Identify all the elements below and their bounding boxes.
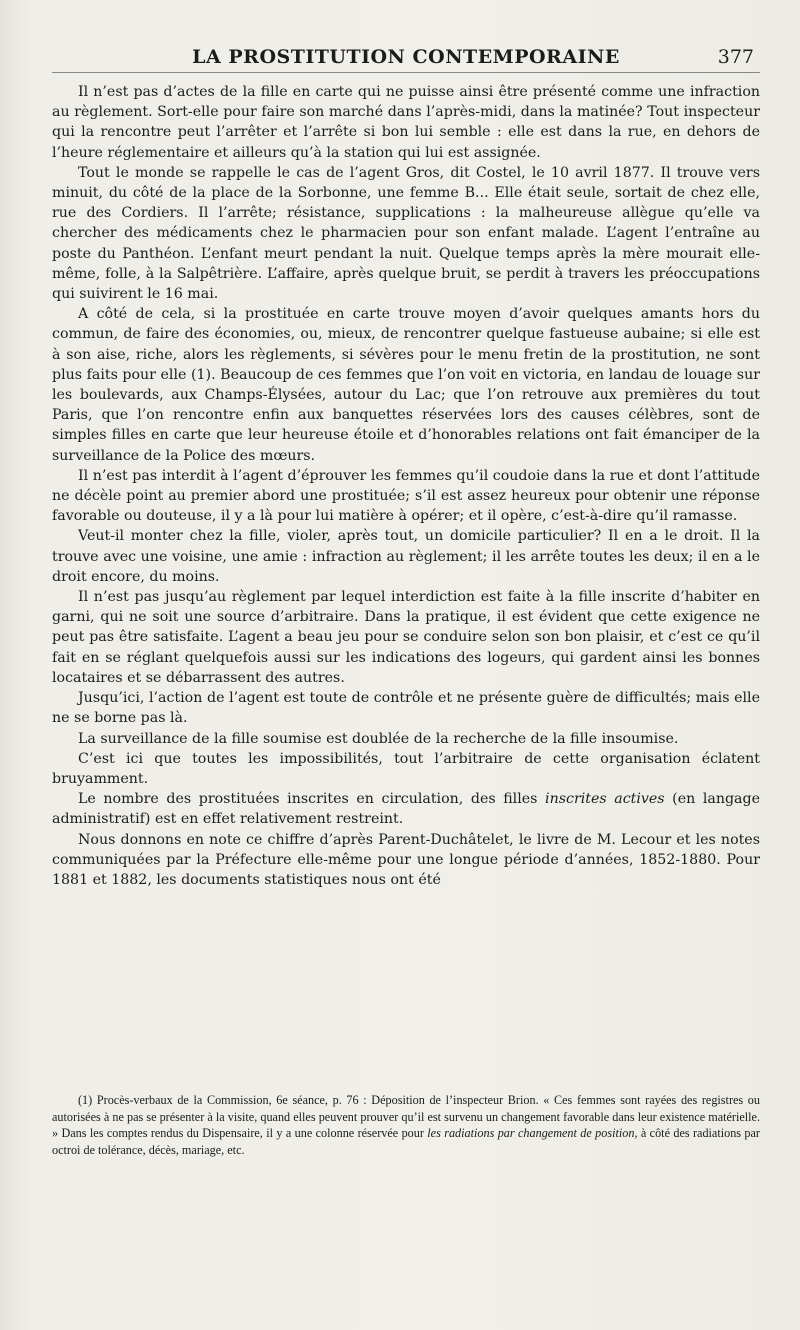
paragraph-text: (en langage administratif) est en effet relativement restreint. (52, 791, 760, 828)
footnote-text: à côté des radiations par octroi de tolérance, décès, mariage, etc. (52, 1126, 760, 1157)
page-number: 377 (717, 46, 754, 68)
running-header (52, 46, 760, 73)
running-title: LA PROSTITUTION CONTEMPORAINE (192, 46, 620, 68)
footnote-text: (1) Procès-verbaux de la Commission, 6e séance, p. 76 : Déposition de l’inspecteur Brion. « Ces femmes sont rayées des registres ou autorisées à ne pas se présenter à la visite, quand elles peuvent prouver qu’il est survenu un changement favorable dans leur existence matérielle. » Dans les comptes rendus du Dispensaire, il y a une colonne réservée pour (52, 1093, 760, 1141)
body-text (52, 82, 760, 890)
paragraph: A côté de cela, si la prostituée en carte trouve moyen d’avoir quelques amants hors du commun, de faire des économies, ou, mieux, de rencontrer quelque fastueuse aubaine; si elle est à son aise, riche, alors les règlements, si sévères pour le menu fretin de la prostitution, ne sont plus faits pour elle (1). Beaucoup de ces femmes que l’on voit en victoria, en landau de louage sur les boulevards, aux Champs-Élysées, autour du Lac; que l’on retrouve aux premières du tout Paris, que l’on rencontre enfin aux banquettes réservées lors des causes célèbres, sont de simples filles en carte que leur heureuse étoile et d’honorables relations ont fait émanciper de la surveillance de la Police des mœurs. (52, 306, 760, 464)
paragraph: Il n’est pas d’actes de la fille en carte qui ne puisse ainsi être présenté comme une infraction au règlement. Sort-elle pour faire son marché dans l’après-midi, dans la matinée? Tout inspecteur qui la rencontre peut l’arrêter et l’arrête si bon lui semble : elle est dans la rue, en dehors de l’heure réglementaire et ailleurs qu’à la station qui lui est assignée. (52, 84, 760, 161)
paragraph-text: Le nombre des prostituées inscrites en circulation, des filles (78, 791, 546, 808)
footnote-italic: les radiations par changement de position, (427, 1126, 638, 1141)
paragraph-italic: inscrites actives (545, 791, 665, 808)
paragraph: Il n’est pas jusqu’au règlement par lequel interdiction est faite à la fille inscrite d’habiter en garni, qui ne soit une source d’arbitraire. Dans la pratique, il est évident que cette exigence ne peut pas être satisfaite. L’agent a beau jeu pour se conduire selon son bon plaisir, et c’est ce qu’il fait en se réglant quelquefois aussi sur les indications des logeurs, qui gardent ainsi les bonnes locataires et se débarrassent des autres. (52, 589, 760, 686)
paragraph: Nous donnons en note ce chiffre d’après Parent-Duchâtelet, le livre de M. Lecour et les notes communiquées par la Préfecture elle-même pour une longue période d’années, 1852-1880. Pour 1881 et 1882, les documents statistiques nous ont été (52, 831, 760, 888)
footnote (52, 1092, 760, 1158)
paragraph: Tout le monde se rappelle le cas de l’agent Gros, dit Costel, le 10 avril 1877. Il trouve vers minuit, du côté de la place de la Sorbonne, une femme B... Elle était seule, sortait de chez elle, rue des Cordiers. Il l’arrête; résistance, supplications : la malheureuse allègue qu’elle va chercher des médicaments chez le pharmacien pour son enfant malade. L’agent l’entraîne au poste du Panthéon. L’enfant meurt pendant la nuit. Quelque temps après la mère mourait elle-même, folle, à la Salpêtrière. L’affaire, après quelque bruit, se perdit à travers les préoccupations qui suivirent le 16 mai. (52, 164, 760, 303)
paragraph: Veut-il monter chez la fille, violer, après tout, un domicile particulier? Il en a le droit. Il la trouve avec une voisine, une amie : infraction au règlement; il les arrête toutes les deux; il en a le droit encore, du moins. (52, 528, 760, 585)
paragraph (52, 789, 760, 829)
paragraph: Jusqu’ici, l’action de l’agent est toute de contrôle et ne présente guère de difficultés; mais elle ne se borne pas là. (52, 690, 760, 727)
paragraph: Il n’est pas interdit à l’agent d’éprouver les femmes qu’il coudoie dans la rue et dont l’attitude ne décèle point au premier abord une prostituée; s’il est assez heureux pour obtenir une réponse favorable ou douteuse, il y a là pour lui matière à opérer; et il opère, c’est-à-dire qu’il ramasse. (52, 467, 760, 525)
paragraph: C’est ici que toutes les impossibilités, tout l’arbitraire de cette organisation éclatent bruyamment. (52, 750, 760, 787)
paragraph: La surveillance de la fille soumise est doublée de la recherche de la fille insoumise. (78, 730, 679, 747)
